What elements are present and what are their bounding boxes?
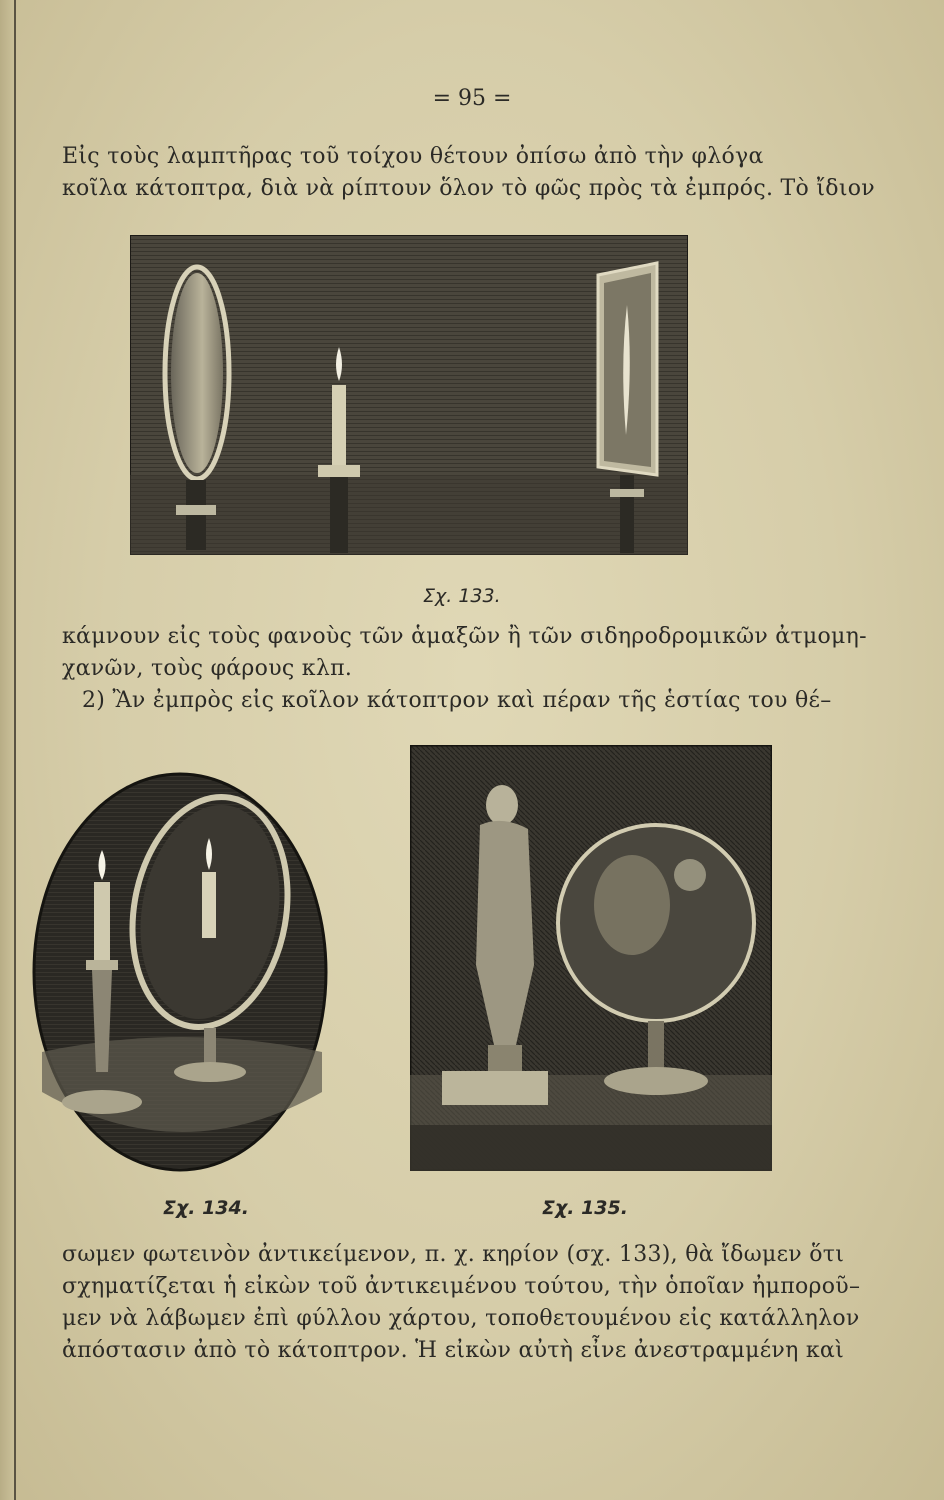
figure-134-caption: Σχ. 134. xyxy=(163,1197,249,1219)
paragraph-4-line-3: μεν νὰ λάβωμεν ἐπὶ φύλλου χάρτου, τοποθετουμένου εἰς κατάλληλον xyxy=(62,1306,860,1331)
figure-134-engraving xyxy=(32,772,328,1172)
paragraph-1-line-2: κοῖλα κάτοπτρα, διὰ νὰ ρίπτουν ὅλον τὸ φῶς πρὸς τὰ ἐμπρός. Τὸ ἴδιον xyxy=(62,176,875,201)
paragraph-4-line-4: ἀπόστασιν ἀπὸ τὸ κάτοπτρον. Ἡ εἰκὼν αὐτὴ εἶνε ἀνεστραμμένη καὶ xyxy=(62,1338,845,1363)
page-number: = 95 = xyxy=(432,86,512,111)
figure-133-engraving xyxy=(130,235,688,555)
paragraph-2-line-1: κάμνουν εἰς τοὺς φανοὺς τῶν ἁμαξῶν ἢ τῶν σιδηροδρομικῶν ἀτμομη- xyxy=(62,624,867,649)
binding-edge xyxy=(14,0,16,1500)
figure-135-engraving xyxy=(410,745,772,1171)
paragraph-4-line-2: σχηματίζεται ἡ εἰκὼν τοῦ ἀντικειμένου τούτου, τὴν ὁποῖαν ἠμποροῦ– xyxy=(62,1274,861,1299)
paragraph-3-line-1: 2) Ἂν ἐμπρὸς εἰς κοῖλον κάτοπτρον καὶ πέραν τῆς ἑστίας του θέ– xyxy=(82,688,832,713)
paragraph-4-line-1: σωμεν φωτεινὸν ἀντικείμενον, π. χ. κηρίον (σχ. 133), θὰ ἴδωμεν ὅτι xyxy=(62,1242,845,1267)
paragraph-2-line-2: χανῶν, τοὺς φάρους κλπ. xyxy=(62,656,353,681)
figure-135-caption: Σχ. 135. xyxy=(542,1197,628,1219)
paragraph-1-line-1: Εἰς τοὺς λαμπτῆρας τοῦ τοίχου θέτουν ὀπίσω ἀπὸ τὴν φλόγα xyxy=(62,144,764,169)
figure-133-caption: Σχ. 133. xyxy=(423,585,501,607)
